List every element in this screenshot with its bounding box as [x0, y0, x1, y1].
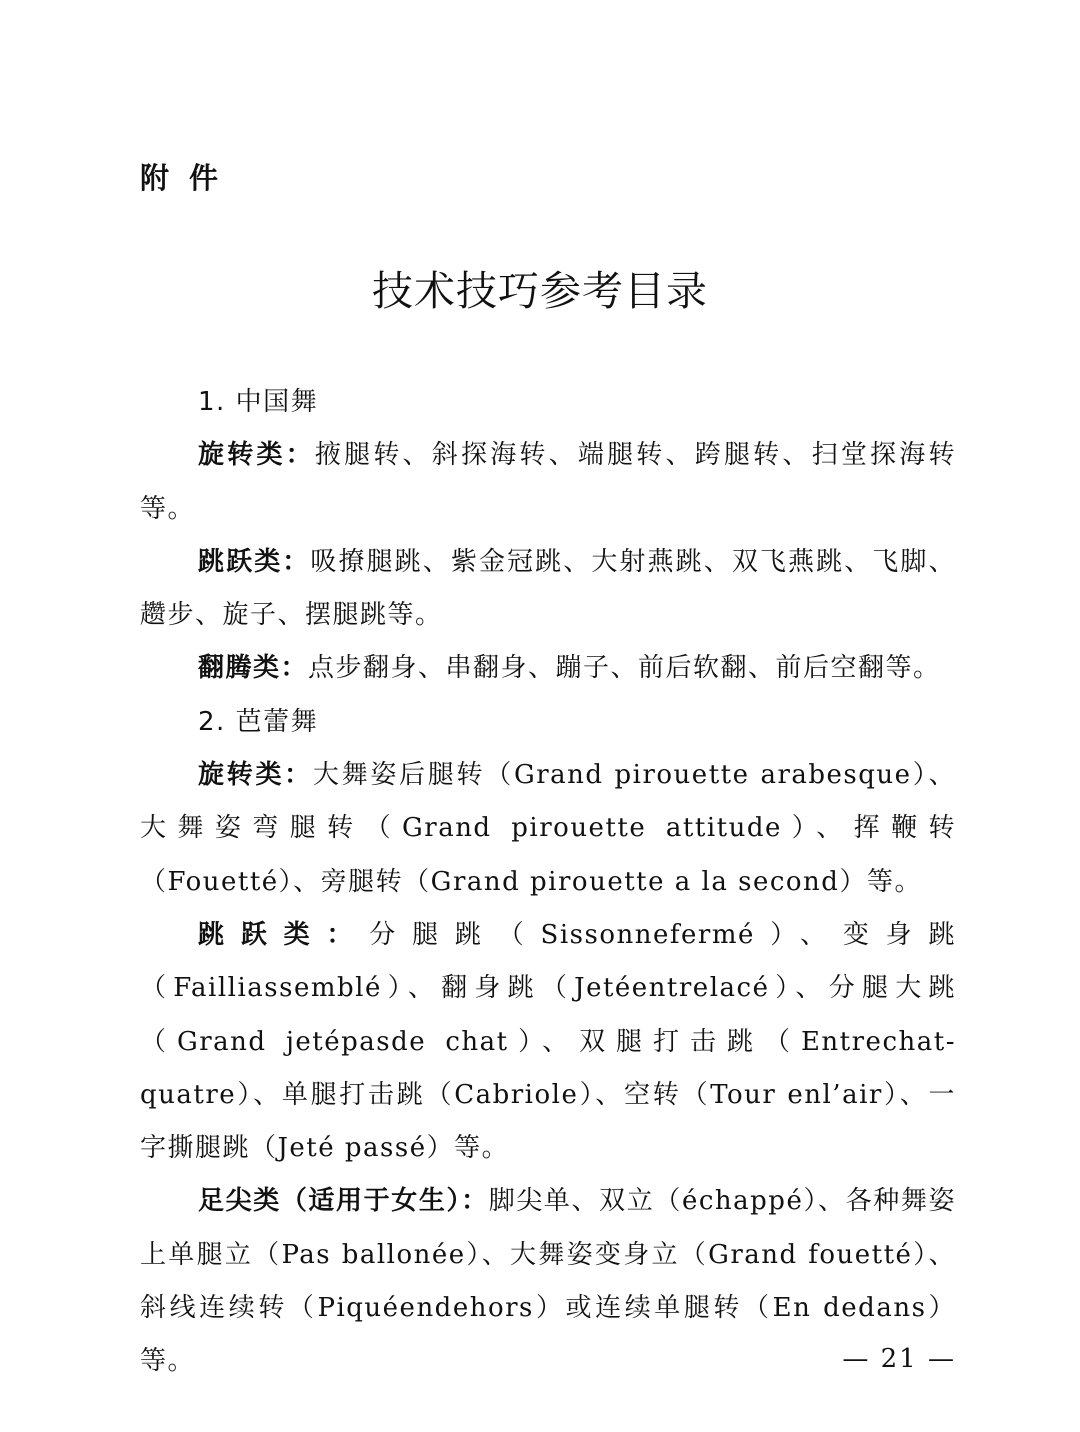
category-label: 足尖类（适用于女生）： — [198, 1186, 489, 1217]
category-text: 吸撩腿跳、紫金冠跳、大射燕跳、双飞燕跳、飞脚、趱步、旋子、摆腿跳等。 — [140, 546, 956, 631]
page-title: 技术技巧参考目录 — [372, 267, 708, 315]
paragraph-chinese-tumble — [140, 642, 956, 695]
category-label: 旋转类： — [198, 440, 315, 471]
paragraph-ballet-spin — [140, 749, 956, 909]
section-heading-chinese-dance: 1. 中国舞 — [198, 387, 319, 417]
paragraph-ballet-pointe — [140, 1175, 956, 1388]
attachment-label: 附件 — [140, 161, 239, 195]
page-number: — 21 — — [842, 1344, 956, 1374]
category-text: 大舞姿后腿转（Grand pirouette arabesque）、大舞姿弯腿转（Grand pirouette attitude）、挥鞭转（Fouetté）、旁腿转（Grand pirouette a la second）等。 — [140, 760, 956, 897]
paragraph-chinese-jump — [140, 536, 956, 643]
document-body — [140, 376, 956, 1389]
category-label: 跳跃类： — [198, 546, 311, 577]
category-text: 分腿跳（Sissonnefermé）、变身跳（Failliassemblé）、翻身跳（Jetéentrelacé）、分腿大跳（Grand jetépasde chat）、双腿打击跳（Entrechat-quatre）、单腿打击跳（Cabriole）、空转（Tour enl’air）、一字撕腿跳（Jeté passé）等。 — [140, 919, 956, 1164]
section-heading-ballet: 2. 芭蕾舞 — [198, 706, 319, 737]
category-label: 旋转类： — [198, 760, 313, 791]
paragraph-chinese-spin — [140, 429, 956, 536]
paragraph-ballet-jump — [140, 909, 956, 1175]
category-label: 翻腾类： — [198, 653, 309, 684]
category-label: 跳跃类： — [198, 919, 370, 950]
category-text: 掖腿转、斜探海转、端腿转、跨腿转、扫堂探海转等。 — [140, 440, 956, 524]
category-text: 脚尖单、双立（échappé）、各种舞姿上单腿立（Pas ballonée）、大舞姿变身立（Grand fouetté）、斜线连续转（Piquéendehors）或连续单腿转（En dedans）等。 — [140, 1186, 956, 1377]
category-text: 点步翻身、串翻身、蹦子、前后软翻、前后空翻等。 — [308, 653, 941, 684]
